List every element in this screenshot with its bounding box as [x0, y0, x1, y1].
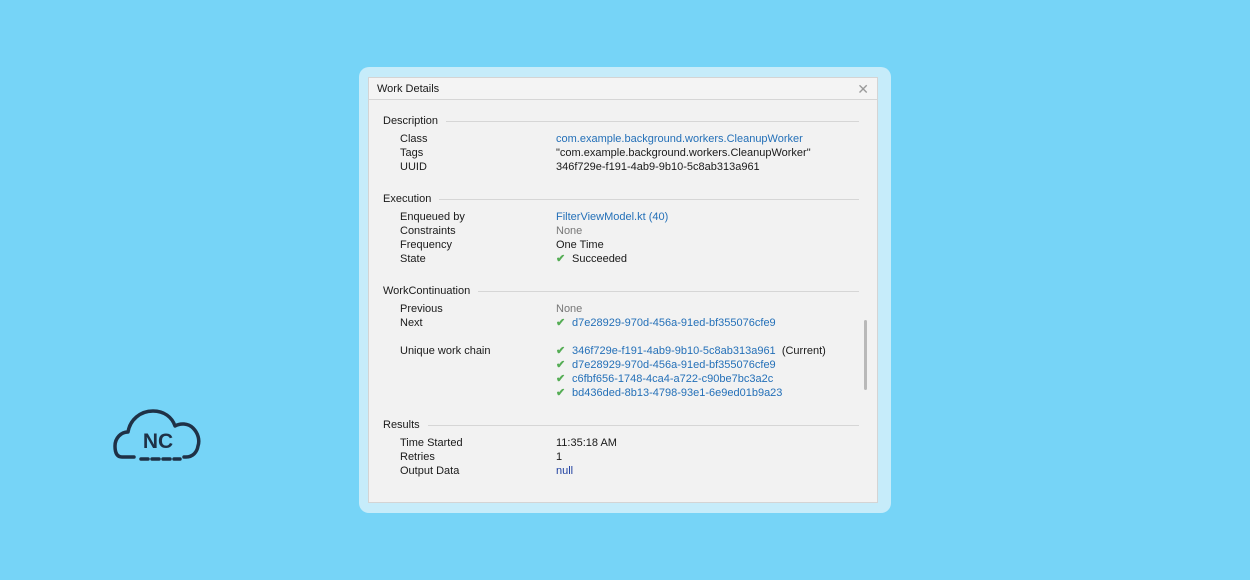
section-divider [428, 425, 859, 426]
section-divider [439, 199, 859, 200]
nc-cloud-logo [112, 405, 206, 467]
state-value: Succeeded [572, 253, 628, 265]
check-icon: ✔ [556, 317, 566, 329]
chain-item [556, 358, 867, 372]
close-icon[interactable]: ✕ [857, 80, 869, 97]
tags-label: Tags [400, 147, 424, 159]
work-details-panel [368, 77, 878, 503]
chain-current-note: (Current) [781, 345, 826, 357]
row-time-started [383, 436, 867, 450]
section-title-execution: Execution [383, 193, 432, 205]
chain-link[interactable]: d7e28929-970d-456a-91ed-bf355076cfe9 [572, 359, 776, 371]
section-continuation [383, 284, 867, 400]
chain-list [556, 344, 867, 400]
logo-text: NC [142, 430, 174, 453]
row-constraints [383, 224, 867, 238]
constraints-value: None [556, 225, 583, 237]
chain-link[interactable]: bd436ded-8b13-4798-93e1-6e9ed01b9a23 [572, 387, 783, 399]
check-icon: ✔ [556, 253, 566, 265]
row-uuid [383, 160, 867, 174]
class-label: Class [400, 133, 428, 145]
enqueued-link[interactable]: FilterViewModel.kt (40) [556, 211, 669, 223]
chain-label: Unique work chain [400, 345, 491, 357]
section-title-results: Results [383, 419, 420, 431]
row-frequency [383, 238, 867, 252]
section-divider [478, 291, 859, 292]
started-label: Time Started [400, 437, 463, 449]
next-value-wrap [556, 316, 867, 330]
section-title-continuation: WorkContinuation [383, 285, 471, 297]
section-title-description: Description [383, 115, 439, 127]
section-description [383, 114, 867, 174]
retries-label: Retries [400, 451, 435, 463]
row-enqueued-by [383, 210, 867, 224]
section-execution [383, 192, 867, 266]
previous-label: Previous [400, 303, 443, 315]
state-label: State [400, 253, 426, 265]
row-output-data [383, 464, 867, 478]
uuid-label: UUID [400, 161, 427, 173]
row-next [383, 316, 867, 330]
panel-content [369, 100, 877, 478]
chain-item [556, 372, 867, 386]
output-value: null [556, 465, 574, 477]
uuid-value: 346f729e-f191-4ab9-9b10-5c8ab313a961 [556, 161, 760, 173]
frequency-value: One Time [556, 239, 604, 251]
row-unique-chain [383, 344, 867, 400]
section-results [383, 418, 867, 478]
next-label: Next [400, 317, 423, 329]
chain-item [556, 344, 867, 358]
check-icon: ✔ [556, 359, 566, 371]
row-class [383, 132, 867, 146]
check-icon: ✔ [556, 345, 566, 357]
check-icon: ✔ [556, 373, 566, 385]
row-previous [383, 302, 867, 316]
chain-item [556, 386, 867, 400]
section-divider [446, 121, 859, 122]
vertical-scrollbar[interactable] [864, 320, 867, 390]
state-value-wrap [556, 252, 867, 266]
retries-value: 1 [556, 451, 563, 463]
dialog-card [359, 67, 891, 513]
row-retries [383, 450, 867, 464]
row-tags [383, 146, 867, 160]
previous-value: None [556, 303, 583, 315]
frequency-label: Frequency [400, 239, 452, 251]
constraints-label: Constraints [400, 225, 456, 237]
check-icon: ✔ [556, 387, 566, 399]
started-value: 11:35:18 AM [556, 437, 617, 449]
row-state [383, 252, 867, 266]
enqueued-label: Enqueued by [400, 211, 465, 223]
chain-link[interactable]: c6fbf656-1748-4ca4-a722-c90be7bc3a2c [572, 373, 774, 385]
chain-link[interactable]: 346f729e-f191-4ab9-9b10-5c8ab313a961 [572, 345, 776, 357]
tags-value: "com.example.background.workers.CleanupWorker" [556, 147, 811, 159]
next-link[interactable]: d7e28929-970d-456a-91ed-bf355076cfe9 [572, 317, 776, 329]
panel-title: Work Details [377, 82, 440, 95]
class-link[interactable]: com.example.background.workers.CleanupWorker [556, 133, 803, 145]
panel-titlebar [369, 78, 877, 100]
output-label: Output Data [400, 465, 460, 477]
